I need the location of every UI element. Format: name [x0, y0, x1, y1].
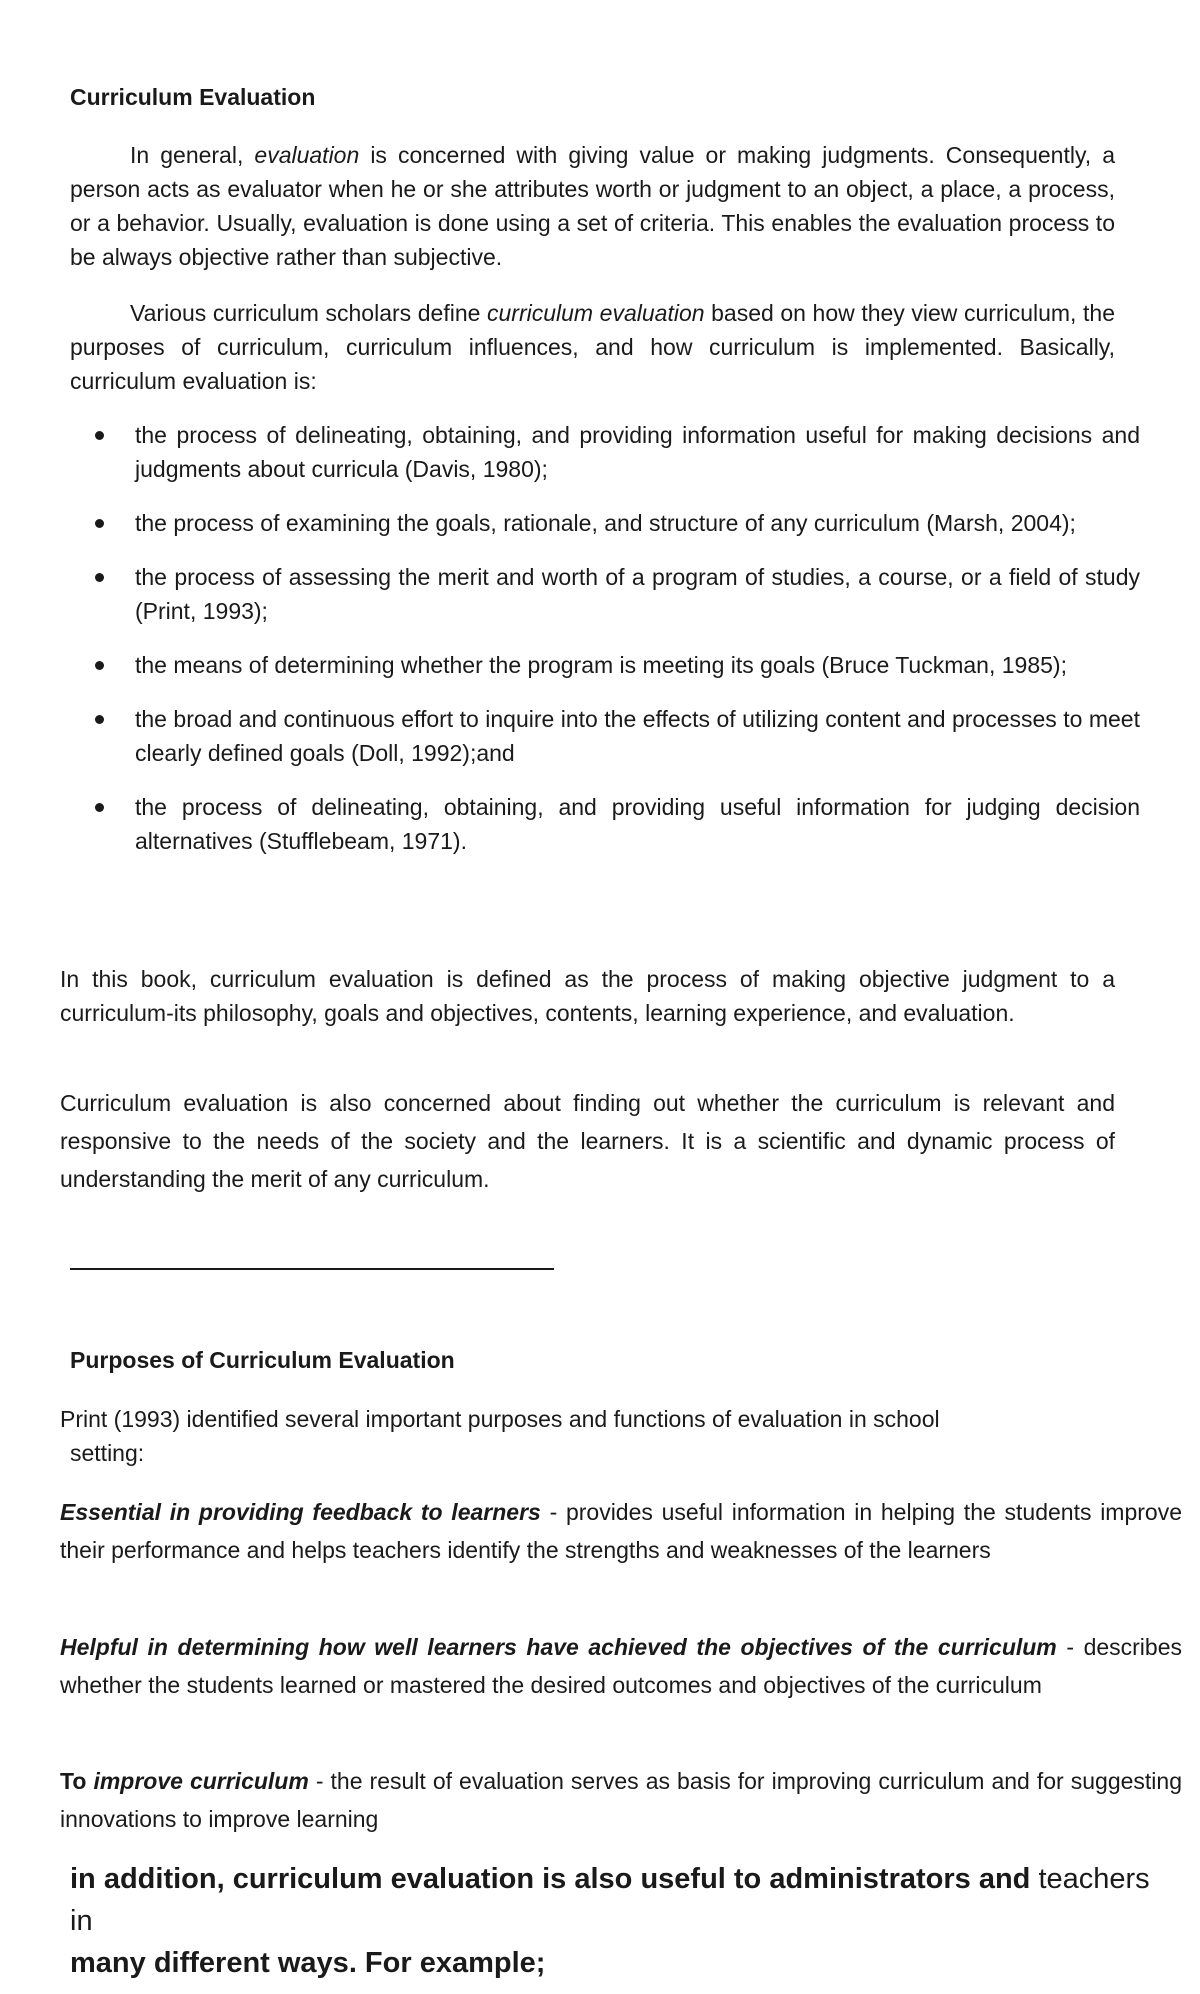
purposes-intro — [60, 1402, 1115, 1470]
list-item — [95, 506, 1140, 540]
text-run: In general, — [130, 142, 255, 168]
closing-line: many different ways. For example; — [70, 1947, 546, 1979]
purpose-improve — [60, 1762, 1182, 1838]
list-item-text: the process of delineating, obtaining, and providing useful information for judging decision alternatives (Stufflebeam, 1971). — [135, 794, 1140, 854]
bullet-icon — [95, 715, 104, 724]
bullet-icon — [95, 573, 104, 582]
list-item-text: the means of determining whether the program is meeting its goals (Bruce Tuckman, 1985); — [135, 652, 1067, 678]
list-item — [95, 648, 1140, 682]
term-curriculum-evaluation: curriculum evaluation — [487, 300, 705, 326]
bullet-icon — [95, 803, 104, 812]
text-run: is concerned with giving value or making judgments. Consequently, a person acts as evaluator when he or she attributes worth or judgment to an object, a place, a process, or a behavior. Usually, evaluation is done using a set of criteria. This enables the evaluation process to be always objective rather than subjective. — [70, 142, 1115, 270]
list-item-text: the broad and continuous effort to inquire into the effects of utilizing content and processes to meet clearly defined goals (Doll, 1992);and — [135, 706, 1140, 766]
purpose-lead: improve curriculum — [93, 1768, 309, 1794]
list-item — [95, 560, 1140, 628]
paragraph-evaluation-definition — [70, 138, 1115, 274]
list-item-text: the process of assessing the merit and worth of a program of studies, a course, or a field of study (Print, 1993); — [135, 564, 1140, 624]
paragraph-curriculum-evaluation-scholars — [70, 296, 1115, 398]
section-title-purposes: Purposes of Curriculum Evaluation — [70, 1347, 455, 1373]
closing-statement — [70, 1858, 1180, 1984]
term-evaluation: evaluation — [254, 142, 360, 168]
list-item — [95, 702, 1140, 770]
purpose-objectives — [60, 1628, 1182, 1704]
closing-bold-text: in addition, curriculum evaluation is also useful to administrators and — [70, 1863, 1031, 1895]
purpose-text: - the result of evaluation serves as basis for improving curriculum and for suggesting innovations to improve learning — [60, 1768, 1182, 1832]
purpose-lead-plain: To — [60, 1768, 94, 1794]
list-item — [95, 790, 1140, 858]
purpose-feedback — [60, 1493, 1182, 1569]
list-item-text: the process of delineating, obtaining, and providing information useful for making decisions and judgments about curricula (Davis, 1980); — [135, 422, 1140, 482]
purpose-text: - provides useful information in helping the students improve their performance and helps teachers identify the strengths and weaknesses of the learners — [60, 1499, 1182, 1563]
text-run: based on how they view curriculum, the purposes of curriculum, curriculum influences, and how curriculum is implemented. Basically, curriculum evaluation is: — [70, 300, 1116, 394]
closing-light-text: teachers in — [70, 1863, 1150, 1937]
purposes-intro-line: setting: — [70, 1440, 145, 1466]
purpose-lead: Essential in providing feedback to learners — [60, 1499, 541, 1525]
paragraph-relevance: Curriculum evaluation is also concerned about finding out whether the curriculum is relevant and responsive to the needs of the society and the learners. It is a scientific and dynamic process of understanding the merit of any curriculum. — [60, 1090, 1115, 1192]
section-divider — [70, 1268, 554, 1270]
list-item — [95, 418, 1140, 486]
purposes-intro-line: Print (1993) identified several important purposes and functions of evaluation in school — [60, 1406, 940, 1432]
definitions-list — [95, 418, 1140, 878]
list-item-text: the process of examining the goals, rationale, and structure of any curriculum (Marsh, 2004); — [135, 510, 1076, 536]
text-run: Various curriculum scholars define — [130, 300, 488, 326]
bullet-icon — [95, 661, 104, 670]
paragraph-book-definition: In this book, curriculum evaluation is defined as the process of making objective judgment to a curriculum-its philosophy, goals and objectives, contents, learning experience, and evaluation. — [60, 966, 1115, 1026]
bullet-icon — [95, 431, 104, 440]
purpose-text: - describes whether the students learned or mastered the desired outcomes and objectives of the curriculum — [60, 1634, 1183, 1698]
closing-line — [70, 1858, 1180, 1942]
section-title-curriculum-evaluation: Curriculum Evaluation — [70, 84, 316, 110]
bullet-icon — [95, 519, 104, 528]
purpose-lead: Helpful in determining how well learners have achieved the objectives of the curriculum — [60, 1634, 1057, 1660]
